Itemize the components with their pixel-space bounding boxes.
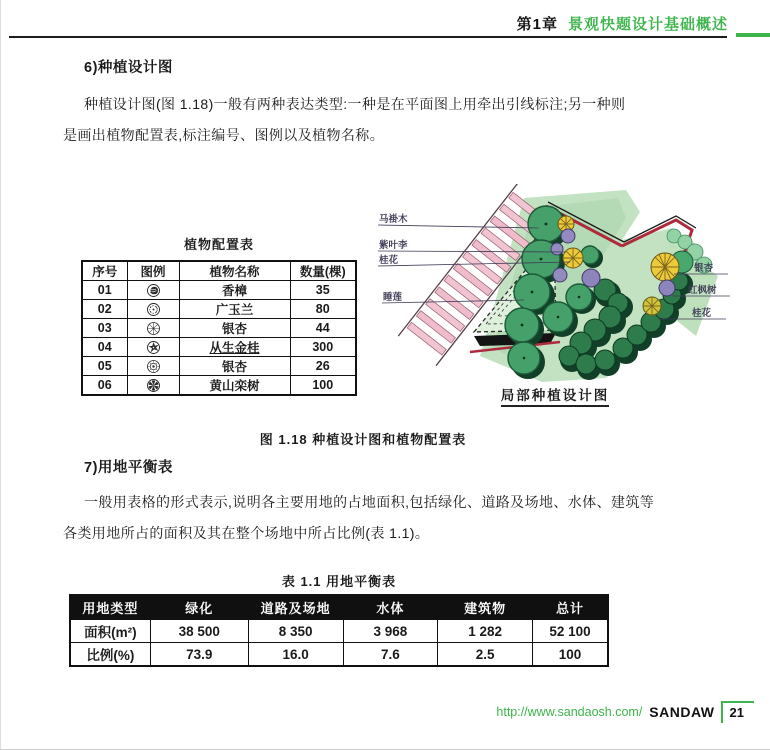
chapter-name: 景观快题设计基础概述 bbox=[567, 16, 728, 33]
section7-heading: 7)用地平衡表 bbox=[84, 460, 173, 476]
header-rule-green bbox=[736, 33, 770, 37]
col-header-no: 序号 bbox=[82, 261, 127, 281]
chapter-number: 第1章 bbox=[516, 16, 558, 33]
col-greening: 绿化 bbox=[150, 595, 248, 620]
plan-label: 红枫树 bbox=[688, 285, 717, 296]
plant-name-cell: 黄山栾树 bbox=[179, 376, 290, 396]
plant-legend-cell bbox=[127, 338, 179, 357]
plant-name-cell: 银杏 bbox=[179, 319, 290, 338]
col-header-legend: 图例 bbox=[127, 261, 179, 281]
plant-table-row bbox=[82, 300, 356, 319]
plant-legend-cell bbox=[127, 319, 179, 338]
plant-no-cell: 06 bbox=[82, 376, 127, 396]
land-value-cell: 38 500 bbox=[150, 620, 248, 643]
land-table-row bbox=[70, 643, 608, 667]
plan-caption: 局部种植设计图 bbox=[374, 384, 736, 407]
plant-name-cell: 从生金桂 bbox=[179, 338, 290, 357]
plant-qty-cell: 100 bbox=[290, 376, 356, 396]
plant-config-table bbox=[81, 260, 357, 396]
chapter-header bbox=[517, 13, 728, 34]
plant-table-row bbox=[82, 338, 356, 357]
plant-name-cell: 香樟 bbox=[179, 281, 290, 300]
land-table-header-row bbox=[70, 595, 608, 620]
plant-table-title: 植物配置表 bbox=[183, 237, 254, 252]
page-footer bbox=[496, 701, 754, 723]
section6-paragraph bbox=[63, 89, 723, 150]
figure-block bbox=[374, 184, 736, 407]
land-value-cell: 2.5 bbox=[438, 643, 533, 667]
plant-qty-cell: 26 bbox=[290, 357, 356, 376]
plan-label: 马褂木 bbox=[379, 214, 408, 225]
land-value-cell: 3 968 bbox=[343, 620, 438, 643]
plant-legend-cell bbox=[127, 376, 179, 396]
plant-name-cell: 广玉兰 bbox=[179, 300, 290, 319]
section6-heading: 6)种植设计图 bbox=[84, 60, 173, 76]
paragraph-line: 种植设计图(图 1.18)一般有两种表达类型:一种是在平面图上用牵出引线标注;另一种则 bbox=[84, 96, 626, 112]
page-number: 21 bbox=[721, 701, 754, 723]
plant-name-cell: 银杏 bbox=[179, 357, 290, 376]
plan-label: 银杏 bbox=[694, 263, 714, 274]
plant-qty-cell: 80 bbox=[290, 300, 356, 319]
col-header-name: 植物名称 bbox=[179, 261, 290, 281]
land-row-header-cell: 比例(%) bbox=[70, 643, 150, 667]
plant-qty-cell: 35 bbox=[290, 281, 356, 300]
land-value-cell: 52 100 bbox=[533, 620, 608, 643]
plant-table-row bbox=[82, 357, 356, 376]
star-canopy-tree-icon bbox=[146, 340, 161, 355]
plan-label: 桂花 bbox=[692, 308, 712, 319]
header-rule bbox=[9, 36, 727, 38]
col-roads: 道路及场地 bbox=[248, 595, 343, 620]
paragraph-line: 一般用表格的形式表示,说明各主要用地的占地面积,包括绿化、道路及场地、水体、建筑等 bbox=[84, 494, 655, 510]
plant-table-row bbox=[82, 376, 356, 396]
paragraph-line: 各类用地所占的面积及其在整个场地中所占比例(表 1.1)。 bbox=[63, 524, 430, 541]
plant-legend-cell bbox=[127, 281, 179, 300]
land-value-cell: 73.9 bbox=[150, 643, 248, 667]
land-value-cell: 100 bbox=[533, 643, 608, 667]
spoked-canopy-tree-icon bbox=[146, 321, 161, 336]
col-buildings: 建筑物 bbox=[438, 595, 533, 620]
land-use-table bbox=[69, 594, 609, 667]
land-table-row bbox=[70, 620, 608, 643]
land-value-cell: 8 350 bbox=[248, 620, 343, 643]
plan-label: 紫叶李 bbox=[379, 240, 408, 251]
figure-caption: 图 1.18 种植设计图和植物配置表 bbox=[259, 432, 467, 447]
plant-no-cell: 05 bbox=[82, 357, 127, 376]
footer-url: http://www.sandaosh.com/ bbox=[496, 705, 643, 719]
plant-legend-cell bbox=[127, 300, 179, 319]
plant-no-cell: 01 bbox=[82, 281, 127, 300]
plant-config-block bbox=[81, 234, 357, 396]
plant-no-cell: 03 bbox=[82, 319, 127, 338]
planting-plan-illustration bbox=[374, 184, 736, 382]
col-total: 总计 bbox=[533, 595, 608, 620]
plant-qty-cell: 300 bbox=[290, 338, 356, 357]
plant-qty-cell: 44 bbox=[290, 319, 356, 338]
plant-no-cell: 04 bbox=[82, 338, 127, 357]
petal-canopy-tree-icon bbox=[146, 378, 161, 393]
land-value-cell: 7.6 bbox=[343, 643, 438, 667]
plant-table-header-row bbox=[82, 261, 356, 281]
land-value-cell: 16.0 bbox=[248, 643, 343, 667]
section7-paragraph bbox=[63, 487, 723, 548]
col-header-qty: 数量(棵) bbox=[290, 261, 356, 281]
col-water: 水体 bbox=[343, 595, 438, 620]
paragraph-line: 是画出植物配置表,标注编号、图例以及植物名称。 bbox=[63, 126, 385, 143]
dotted-canopy-tree-icon bbox=[146, 302, 161, 317]
plan-label: 桂花 bbox=[379, 255, 399, 266]
land-table-title: 表 1.1 用地平衡表 bbox=[281, 574, 397, 589]
footer-brand-logo: SANDAW bbox=[649, 704, 715, 720]
land-value-cell: 1 282 bbox=[438, 620, 533, 643]
land-row-header-cell: 面积(m²) bbox=[70, 620, 150, 643]
plant-table-row bbox=[82, 319, 356, 338]
plan-label: 睡莲 bbox=[383, 292, 403, 303]
plant-no-cell: 02 bbox=[82, 300, 127, 319]
plant-table-row bbox=[82, 281, 356, 300]
plant-legend-cell bbox=[127, 357, 179, 376]
dense-canopy-tree-icon bbox=[146, 283, 161, 298]
col-land-type: 用地类型 bbox=[70, 595, 150, 620]
ringed-canopy-tree-icon bbox=[146, 359, 161, 374]
